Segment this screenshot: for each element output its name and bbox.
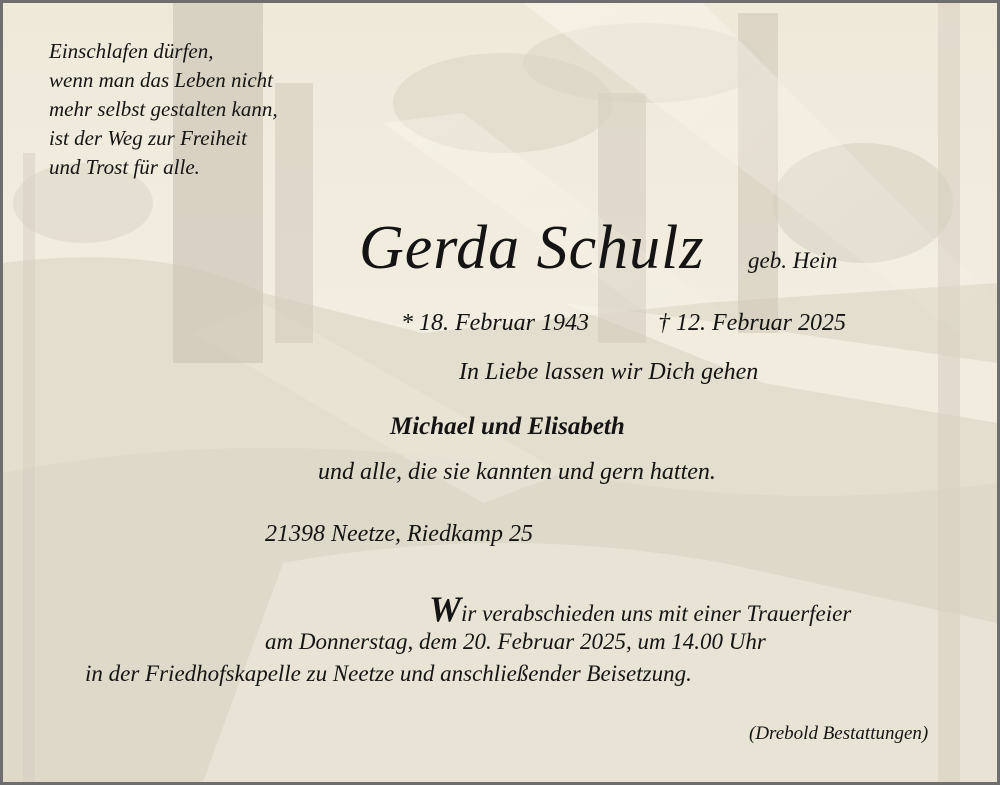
maiden-name: geb. Hein	[748, 248, 838, 273]
service-line-3: in der Friedhofskapelle zu Neetze und anschließender Beisetzung.	[85, 661, 692, 686]
deceased-name: Gerda Schulz	[359, 214, 705, 282]
service-initial: W	[429, 589, 462, 629]
address: 21398 Neetze, Riedkamp 25	[265, 521, 533, 547]
death-date: † 12. Februar 2025	[658, 310, 846, 336]
birth-date: * 18. Februar 1943	[401, 310, 589, 336]
service-line-1	[429, 588, 851, 630]
motto: In Liebe lassen wir Dich gehen	[459, 359, 759, 385]
poem-line: mehr selbst gestalten kann,	[49, 97, 278, 121]
service-line-2: am Donnerstag, dem 20. Februar 2025, um 14.00 Uhr	[265, 629, 766, 654]
undertaker-credit: (Drebold Bestattungen)	[749, 723, 929, 744]
poem	[49, 37, 278, 182]
poem-line: Einschlafen dürfen,	[49, 39, 214, 63]
family-others: und alle, die sie kannten und gern hatten.	[318, 459, 716, 485]
poem-line: ist der Weg zur Freiheit	[49, 126, 247, 150]
poem-line: und Trost für alle.	[49, 155, 200, 179]
family-names: Michael und Elisabeth	[390, 413, 625, 440]
service-line-1-text: ir verabschieden uns mit einer Trauerfeier	[461, 601, 852, 626]
poem-line: wenn man das Leben nicht	[49, 68, 273, 92]
